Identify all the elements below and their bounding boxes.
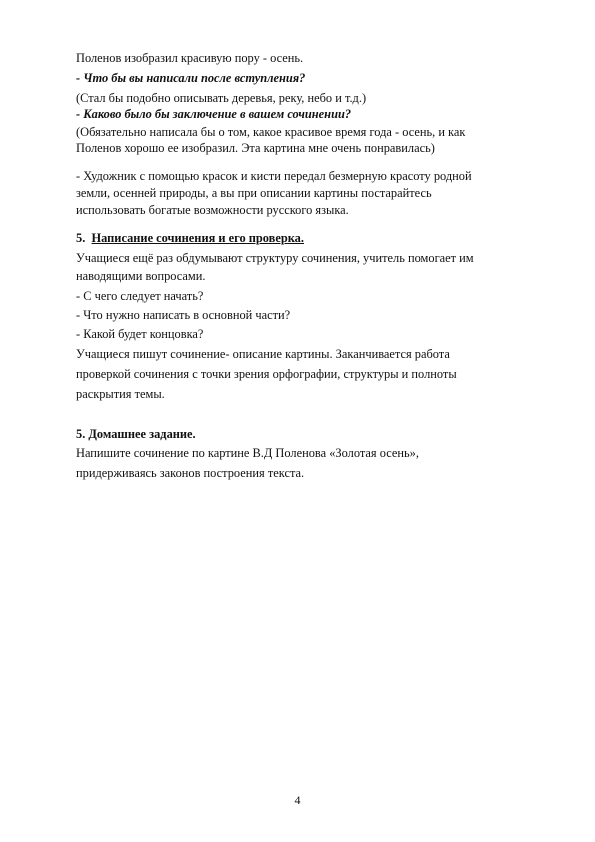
section-number: 5.: [76, 231, 86, 245]
text-line: придерживаясь законов построения текста.: [76, 466, 305, 480]
text-line: Учащиеся ещё раз обдумывают структуру сочинения, учитель помогает им: [76, 251, 474, 265]
text-line: - Какой будет концовка?: [76, 327, 204, 341]
page-number: 4: [294, 793, 301, 807]
section-heading: [76, 230, 304, 246]
question-line: - Каково было бы заключение в вашем сочинении?: [76, 107, 352, 121]
text-line: проверкой сочинения с точки зрения орфографии, структуры и полноты: [76, 367, 457, 381]
text-line: наводящими вопросами.: [76, 269, 206, 283]
question-line: - Что бы вы написали после вступления?: [76, 71, 306, 85]
text-line: раскрытия темы.: [76, 387, 165, 401]
text-line: земли, осенней природы, а вы при описании картины постарайтесь: [76, 186, 432, 200]
text-line: Учащиеся пишут сочинение- описание картины. Заканчивается работа: [76, 347, 450, 361]
text-line: - Что нужно написать в основной части?: [76, 308, 291, 322]
section-heading: 5. Домашнее задание.: [76, 427, 196, 441]
text-line: (Стал бы подобно описывать деревья, реку, небо и т.д.): [76, 91, 367, 105]
text-line: - С чего следует начать?: [76, 289, 204, 303]
text-line: Поленов изобразил красивую пору - осень.: [76, 51, 304, 65]
text-line: - Художник с помощью красок и кисти передал безмерную красоту родной: [76, 169, 472, 183]
text-line: использовать богатые возможности русского языка.: [76, 203, 349, 217]
text-line: Напишите сочинение по картине В.Д Поленова «Золотая осень»,: [76, 446, 419, 460]
section-title: Написание сочинения и его проверка.: [91, 231, 304, 245]
text-line: Поленов хорошо ее изобразил. Эта картина мне очень понравилась): [76, 141, 435, 155]
text-line: (Обязательно написала бы о том, какое красивое время года - осень, и как: [76, 125, 466, 139]
